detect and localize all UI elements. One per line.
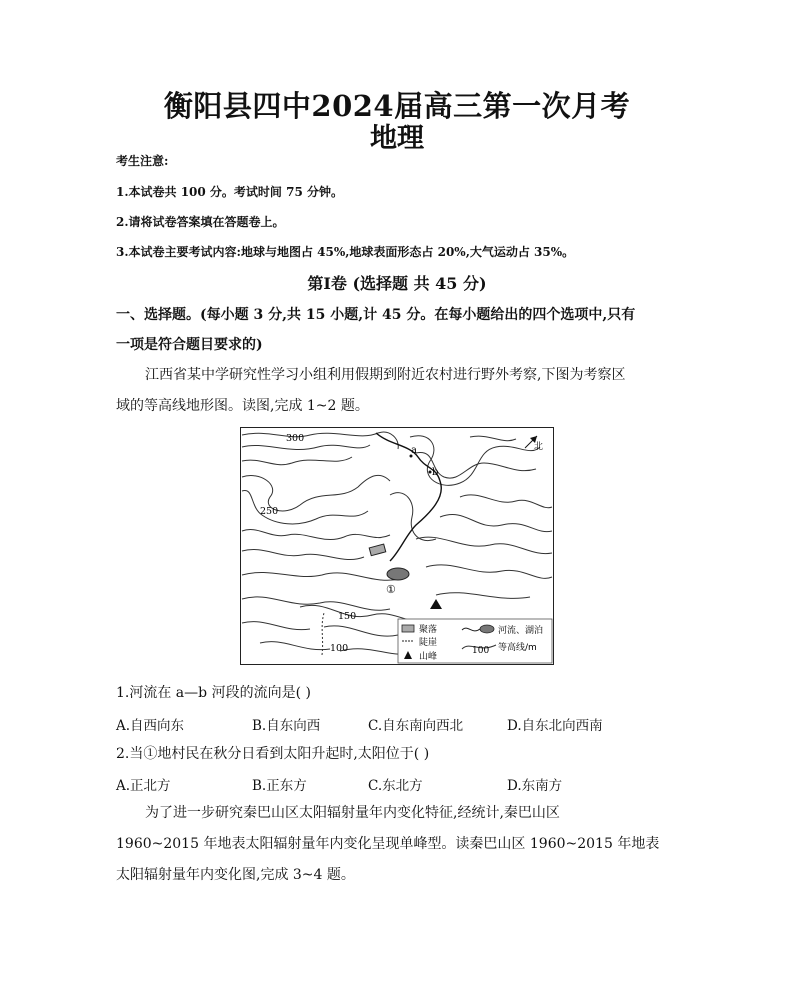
- legend-river-lake: 河流、湖泊: [498, 626, 544, 636]
- question-2-option-c[interactable]: C.东北方: [368, 778, 423, 794]
- legend-contour: 等高线/m: [498, 643, 537, 653]
- section-title: 第Ⅰ卷 (选择题 共 45 分): [307, 274, 487, 293]
- passage2-line1: 为了进一步研究秦巴山区太阳辐射量年内变化特征,经统计,秦巴山区: [145, 805, 560, 821]
- village-marker: ①: [386, 583, 396, 596]
- notice-item-1: 1.本试卷共 100 分。考试时间 75 分钟。: [116, 185, 343, 199]
- notice-item-2: 2.请将试卷答案填在答题卷上。: [116, 215, 285, 229]
- notice-heading: 考生注意:: [116, 154, 169, 168]
- question-2-stem: 2.当①地村民在秋分日看到太阳升起时,太阳位于( ): [116, 746, 430, 762]
- section-instruction-line2: 一项是符合题目要求的): [116, 337, 263, 353]
- contour-label-300: 300: [286, 433, 305, 444]
- passage1-line2: 域的等高线地形图。读图,完成 1~2 题。: [116, 398, 369, 414]
- page-subtitle: 地理: [370, 123, 424, 154]
- question-2-option-b[interactable]: B.正东方: [252, 778, 307, 794]
- contour-label-250: 250: [260, 506, 279, 517]
- lake: [387, 568, 409, 580]
- legend-contour-value: 100: [472, 646, 490, 656]
- map-legend: [398, 619, 552, 663]
- contour-label-100: 100: [330, 643, 349, 654]
- north-label: 北: [534, 442, 544, 452]
- point-b-label: b: [432, 467, 439, 478]
- passage1-line1: 江西省某中学研究性学习小组利用假期到附近农村进行野外考察,下图为考察区: [145, 367, 626, 383]
- notice-item-3: 3.本试卷主要考试内容:地球与地图占 45%,地球表面形态占 20%,大气运动占 35%。: [116, 245, 575, 259]
- question-2-option-a[interactable]: A.正北方: [116, 778, 171, 794]
- point-a-label: a: [411, 445, 417, 456]
- question-1-option-a[interactable]: A.自西向东: [116, 718, 185, 734]
- page-title: 衡阳县四中2024届高三第一次月考: [163, 89, 631, 123]
- question-1-option-d[interactable]: D.自东北向西南: [507, 718, 603, 734]
- contour-map: [240, 427, 554, 665]
- section-instruction-line1: 一、选择题。(每小题 3 分,共 15 小题,计 45 分。在每小题给出的四个选项中,只有: [116, 307, 636, 323]
- contour-label-150: 150: [338, 611, 357, 622]
- question-2-option-d[interactable]: D.东南方: [507, 778, 563, 794]
- question-1-option-c[interactable]: C.自东南向西北: [368, 718, 464, 734]
- question-1-stem: 1.河流在 a—b 河段的流向是( ): [116, 685, 311, 701]
- legend-settlement: 聚落: [419, 625, 438, 635]
- passage2-line2: 1960~2015 年地表太阳辐射量年内变化呈现单峰型。读秦巴山区 1960~2015 年地表: [116, 836, 660, 852]
- legend-peak: 山峰: [419, 652, 438, 662]
- passage2-line3: 太阳辐射量年内变化图,完成 3~4 题。: [116, 867, 355, 883]
- legend-cliff: 陡崖: [419, 638, 438, 648]
- question-1-option-b[interactable]: B.自东向西: [252, 718, 321, 734]
